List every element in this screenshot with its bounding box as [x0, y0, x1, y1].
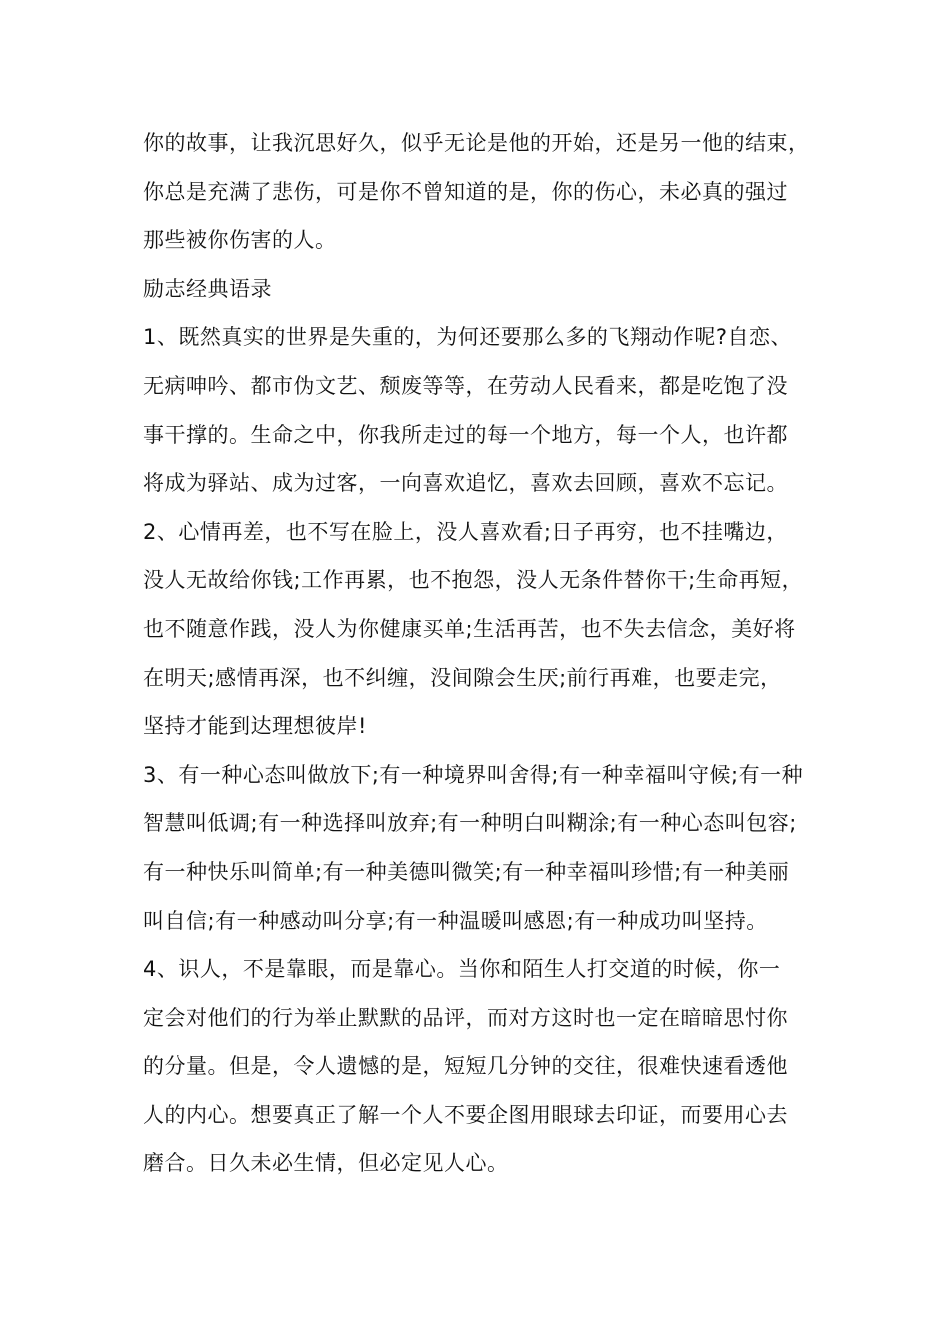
- text-line: 磨合。日久未必生情，但必定见人心。: [143, 1151, 509, 1176]
- document-body: [143, 119, 823, 1188]
- text-line: 没人无故给你钱;工作再累，也不抱怨，没人无条件替你干;生命再短，: [143, 568, 804, 593]
- text-line: 你总是充满了悲伤，可是你不曾知道的是，你的伤心，未必真的强过: [143, 179, 788, 204]
- section-heading: [143, 265, 823, 314]
- text-line: 有一种快乐叫简单;有一种美德叫微笑;有一种幸福叫珍惜;有一种美丽: [143, 859, 790, 884]
- text-line: 那些被你伤害的人。: [143, 228, 337, 253]
- text-line: 定会对他们的行为举止默默的品评，而对方这时也一定在暗暗思忖你: [143, 1005, 788, 1030]
- text-line: 的分量。但是，令人遗憾的是，短短几分钟的交往，很难快速看透他: [143, 1054, 788, 1079]
- text-line: 坚持才能到达理想彼岸!: [143, 714, 367, 739]
- text-line: 2、心情再差，也不写在脸上，没人喜欢看;日子再穷，也不挂嘴边，: [143, 519, 788, 544]
- text-line: 将成为驿站、成为过客，一向喜欢追忆，喜欢去回顾，喜欢不忘记。: [143, 471, 788, 496]
- text-line: 智慧叫低调;有一种选择叫放弃;有一种明白叫糊涂;有一种心态叫包容;: [143, 811, 797, 836]
- paragraph-quote-1: [143, 313, 823, 507]
- text-line: 也不随意作践，没人为你健康买单;生活再苦，也不失去信念，美好将: [143, 616, 796, 641]
- text-line: 人的内心。想要真正了解一个人不要企图用眼球去印证，而要用心去: [143, 1102, 788, 1127]
- text-line: 无病呻吟、都市伪文艺、颓废等等，在劳动人民看来，都是吃饱了没: [143, 373, 788, 398]
- heading-text: 励志经典语录: [143, 276, 272, 301]
- text-line: 事干撑的。生命之中，你我所走过的每一个地方，每一个人，也许都: [143, 422, 788, 447]
- text-line: 1、既然真实的世界是失重的，为何还要那么多的飞翔动作呢?自恋、: [143, 325, 793, 350]
- paragraph-quote-3: [143, 751, 823, 945]
- text-line: 4、识人，不是靠眼，而是靠心。当你和陌生人打交道的时候，你一: [143, 957, 781, 982]
- text-line: 你的故事，让我沉思好久，似乎无论是他的开始，还是另一他的结束，: [143, 131, 810, 155]
- paragraph-quote-2: [143, 508, 823, 751]
- paragraph-intro: [143, 119, 823, 265]
- text-line: 3、有一种心态叫做放下;有一种境界叫舍得;有一种幸福叫守候;有一种: [143, 762, 804, 787]
- text-line: 叫自信;有一种感动叫分享;有一种温暖叫感恩;有一种成功叫坚持。: [143, 908, 768, 933]
- text-line: 在明天;感情再深，也不纠缠，没间隙会生厌;前行再难，也要走完，: [143, 665, 782, 690]
- paragraph-quote-4: [143, 945, 823, 1188]
